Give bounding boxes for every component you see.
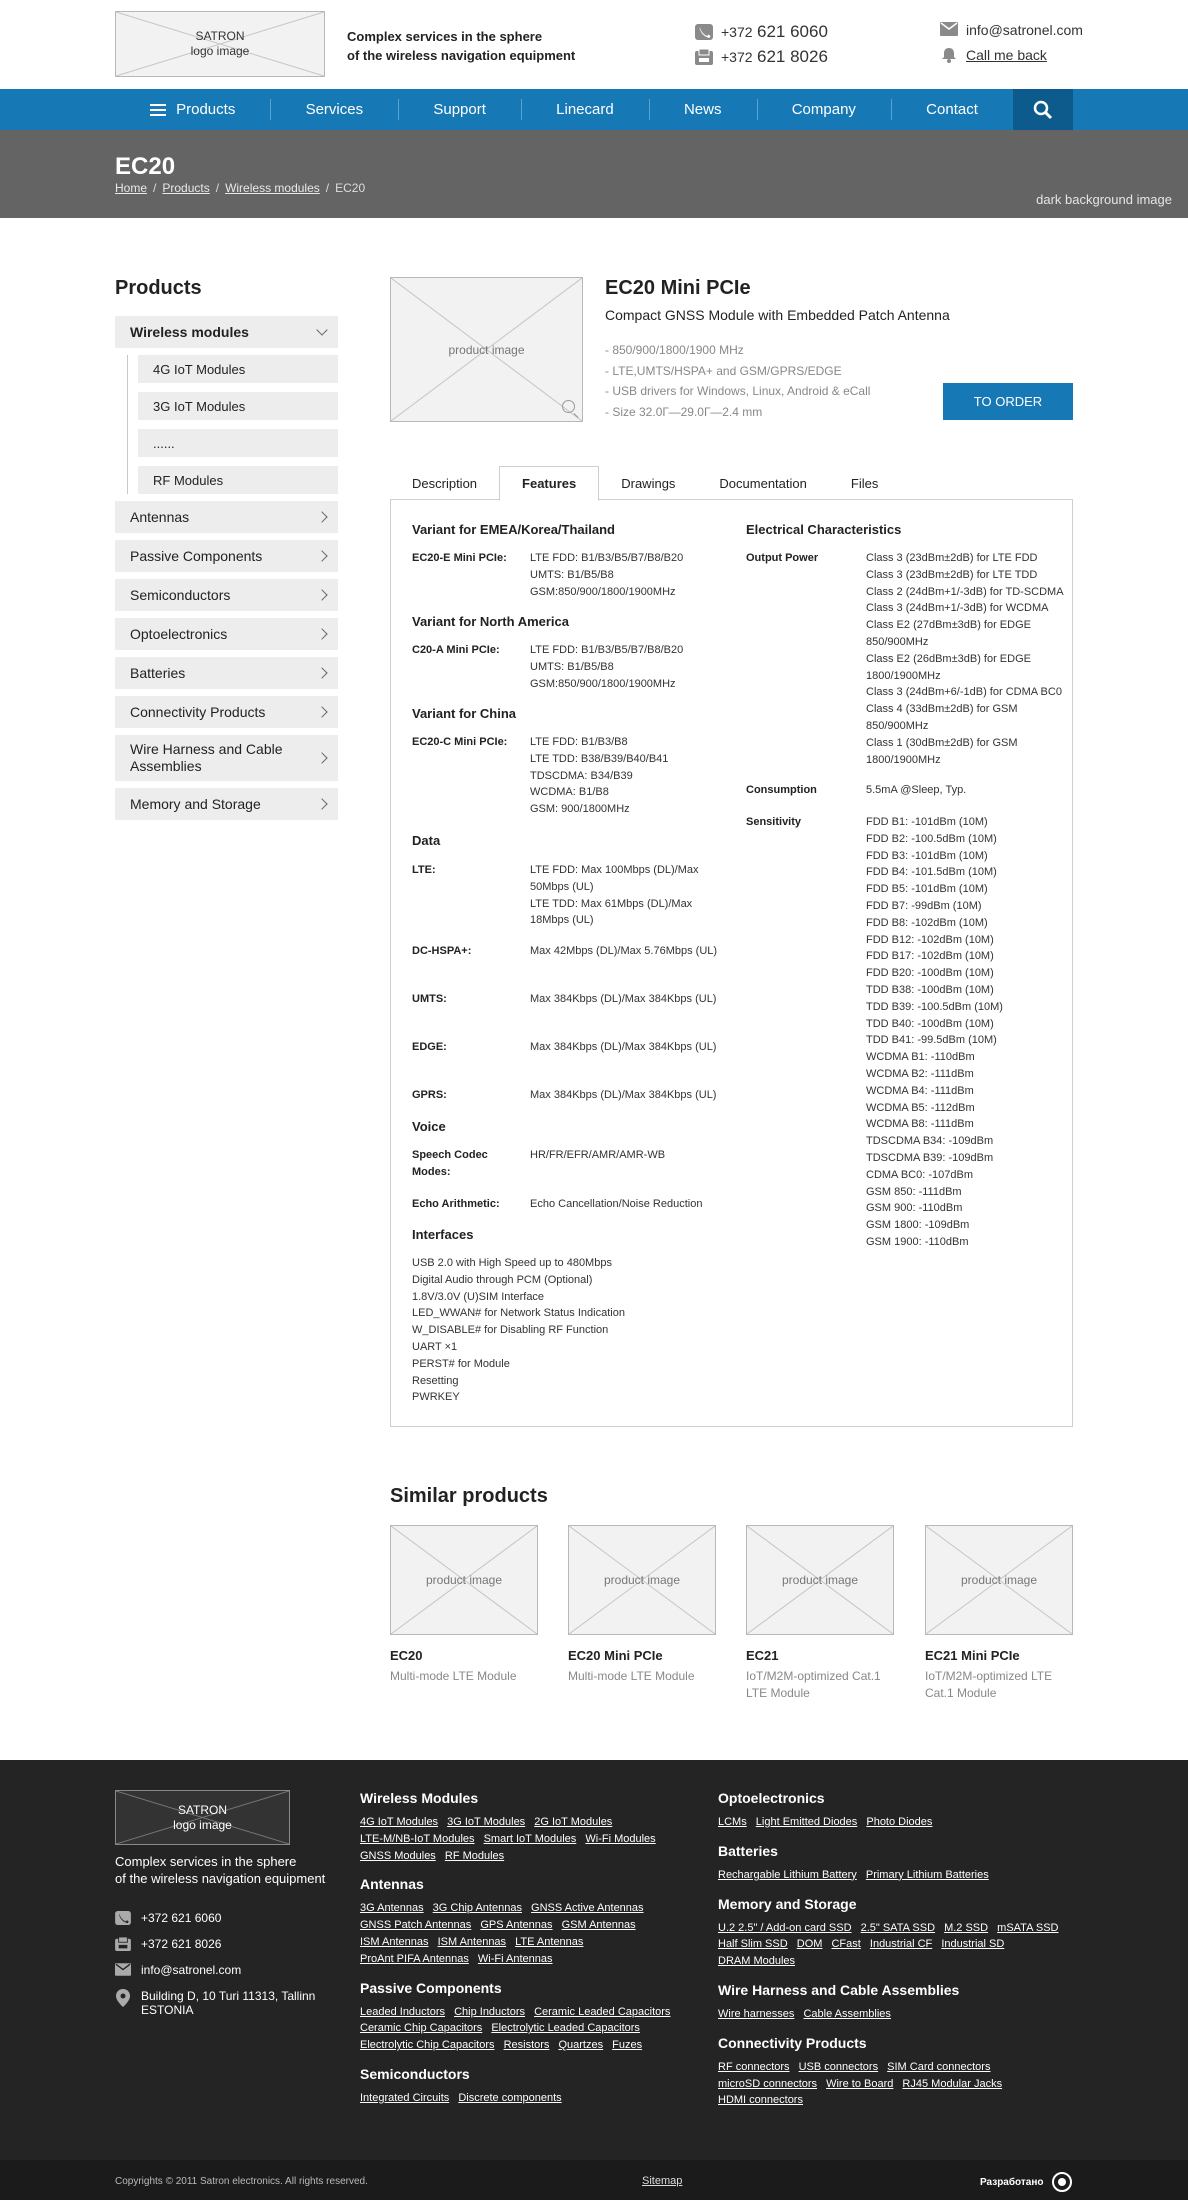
sidebar-item-label: Batteries [130, 665, 186, 681]
bottom-bar [0, 2160, 1188, 2200]
breadcrumb-home[interactable]: Home [115, 181, 148, 195]
footer-link[interactable]: Quartzes [558, 2039, 604, 2052]
similar-products-title: Similar products [390, 1485, 548, 1507]
sidebar-item-label: Optoelectronics [130, 626, 228, 642]
footer-section [718, 1790, 1078, 1831]
hamburger-icon [150, 104, 166, 116]
page-title: EC20 [115, 153, 176, 180]
footer-section-title[interactable]: Optoelectronics [718, 1790, 825, 1806]
footer-email[interactable] [115, 1963, 241, 1977]
callback-link[interactable] [940, 47, 1047, 63]
footer-link[interactable]: LTE-M/NB-IoT Modules [360, 1832, 475, 1845]
breadcrumb-wireless-modules[interactable]: Wireless modules [225, 181, 320, 195]
gprs-label: GPRS: [412, 1089, 447, 1101]
sidebar [115, 316, 338, 827]
dchspa-value: Max 42Mbps (DL)/Max 5.76Mbps (UL) [530, 945, 718, 957]
data-title: Data [412, 833, 441, 848]
footer-link[interactable]: Wire to Board [826, 2077, 894, 2090]
product-image[interactable] [390, 277, 583, 422]
chevron-right-icon [316, 589, 327, 600]
footer-link[interactable]: Half Slim SSD [718, 1938, 788, 1951]
nav-news-label: News [683, 101, 722, 118]
sidebar-subitem-4g[interactable]: 4G IoT Modules [138, 355, 338, 383]
nav-services[interactable] [270, 89, 398, 130]
footer-link[interactable]: Industrial SD [941, 1938, 1005, 1951]
sidebar-item-antennas[interactable] [115, 501, 338, 533]
footer-link[interactable]: CFast [831, 1938, 861, 1951]
footer-link[interactable]: Primary Lithium Batteries [865, 1868, 989, 1881]
sidebar-item-label: Passive Components [130, 548, 263, 564]
footer-link[interactable]: RJ45 Modular Jacks [902, 2077, 1003, 2090]
footer-section-links [718, 1814, 1078, 1831]
footer-link[interactable]: ProAnt PIFA Antennas [360, 1952, 469, 1965]
tab-documentation[interactable]: Documentation [719, 475, 807, 491]
chevron-right-icon [316, 628, 327, 639]
footer-section-title[interactable]: Connectivity Products [718, 2034, 867, 2051]
features-panel [390, 499, 1073, 1427]
sidebar-item-wireless-modules[interactable] [115, 316, 338, 348]
footer-link[interactable]: Wi-Fi Antennas [477, 1952, 553, 1965]
footer-link[interactable]: Photo Diodes [866, 1816, 933, 1828]
footer-link[interactable]: GNSS Active Antennas [531, 1902, 644, 1915]
chevron-down-icon [316, 324, 327, 335]
header-tagline: Complex services in the sphere of the wireless navigation equipment [347, 29, 576, 63]
similar-card-name[interactable]: EC21 Mini PCIe [925, 1648, 1020, 1663]
phone-icon [115, 1911, 131, 1925]
chevron-right-icon [316, 798, 327, 809]
nav-contact-label: Contact [926, 101, 978, 118]
sidebar-subitem-more[interactable]: ...... [138, 429, 338, 457]
nav-linecard[interactable] [521, 89, 649, 130]
footer-section-links [360, 1814, 690, 1864]
footer-link[interactable]: HDMI connectors [718, 2094, 803, 2107]
footer-link[interactable]: Light Emitted Diodes [755, 1816, 858, 1828]
email-link[interactable]: info@satronel.com [966, 22, 1083, 38]
variant-na-value: LTE FDD: B1/B3/B5/B7/B8/B20 UMTS: B1/B5/B8 GSM:850/900/1800/1900MHz [530, 644, 684, 690]
tab-files[interactable]: Files [850, 475, 879, 491]
similar-card-image-label: product image [960, 1573, 1038, 1587]
similar-card-image[interactable] [925, 1525, 1073, 1635]
product-bullet: - 850/900/1800/1900 MHz [605, 343, 744, 357]
variant-emea-label: EC20-E Mini PCIe: [412, 552, 507, 564]
bell-icon [940, 47, 958, 63]
footer-logo[interactable] [115, 1790, 290, 1845]
footer-link[interactable]: 3G Antennas [360, 1902, 424, 1915]
chevron-right-icon [316, 550, 327, 561]
footer-link[interactable]: 2G IoT Modules [534, 1816, 613, 1828]
footer-link[interactable]: mSATA SSD [997, 1921, 1059, 1934]
gprs-value: Max 384Kbps (DL)/Max 384Kbps (UL) [530, 1089, 717, 1101]
nav-products[interactable] [115, 89, 270, 130]
footer-address [115, 1989, 315, 2017]
footer-link[interactable]: Discrete components [458, 2091, 562, 2104]
footer-section-title[interactable]: Wireless Modules [360, 1790, 479, 1806]
footer-link[interactable]: GPS Antennas [480, 1919, 553, 1932]
electrical-title: Electrical Characteristics [746, 522, 902, 537]
dchspa-label: DC-HSPA+: [412, 945, 472, 957]
footer-section [718, 2035, 1078, 2109]
breadcrumb-current: EC20 [335, 181, 366, 195]
lte-label: LTE: [412, 864, 436, 876]
chevron-right-icon [316, 511, 327, 522]
page-header-band [0, 130, 1188, 218]
sensitivity-label: Sensitivity [746, 816, 802, 828]
product-image-label: product image [448, 342, 525, 357]
echo-label: Echo Arithmetic: [412, 1198, 500, 1210]
footer-section [360, 2066, 690, 2107]
footer-phone-1[interactable] [115, 1911, 221, 1925]
footer-section-title[interactable]: Batteries [718, 1842, 778, 1859]
phone-2-number: 621 8026 [757, 47, 828, 66]
nav-support-label: Support [433, 101, 486, 118]
footer-section-title[interactable]: Memory and Storage [718, 1895, 857, 1912]
header-phone-1[interactable] [695, 21, 828, 43]
developer-logo-icon [1052, 2172, 1072, 2192]
footer-link[interactable]: Chip Inductors [454, 2005, 526, 2018]
similar-card-name[interactable]: EC21 [746, 1648, 779, 1663]
similar-card-image[interactable] [746, 1525, 894, 1635]
phone-1-prefix: +372 [721, 24, 753, 40]
breadcrumb-products[interactable]: Products [162, 181, 210, 195]
similar-card[interactable] [390, 1525, 538, 1685]
consumption-value: 5.5mA @Sleep, Typ. [866, 784, 967, 796]
sidebar-item-label: Wire Harness and Cable Assemblies [130, 741, 283, 774]
footer-links-left [360, 1790, 690, 2119]
sidebar-item-optoelectronics[interactable] [115, 618, 338, 650]
chevron-right-icon [316, 706, 327, 717]
tab-description[interactable]: Description [412, 475, 478, 491]
footer-link[interactable]: USB connectors [798, 2060, 879, 2073]
header-email[interactable] [940, 22, 1083, 38]
product-bullet: - Size 32.0Г—29.0Г—2.4 mm [605, 404, 763, 419]
search-button[interactable] [1013, 89, 1073, 130]
footer-email-text: info@satronel.com [141, 1963, 242, 1977]
sidebar-title: Products [115, 277, 202, 299]
footer-link[interactable]: 3G Chip Antennas [432, 1902, 522, 1915]
similar-card-name[interactable]: EC20 Mini PCIe [568, 1648, 663, 1663]
footer-link[interactable]: GNSS Modules [360, 1849, 436, 1862]
phone-2-prefix: +372 [721, 49, 753, 65]
codec-value: HR/FR/EFR/AMR/AMR-WB [530, 1149, 666, 1161]
footer-section [718, 1843, 1078, 1884]
footer-phone-2[interactable] [115, 1937, 221, 1951]
footer-link[interactable]: Industrial CF [869, 1938, 933, 1951]
product-title: EC20 Mini PCIe [605, 277, 751, 299]
footer-link[interactable]: Ceramic Leaded Capacitors [534, 2005, 671, 2018]
footer-link[interactable]: Rechargable Lithium Battery [718, 1868, 857, 1881]
copyright: Copyrights © 2011 Satron electronics. All rights reserved. [115, 2176, 368, 2187]
footer-link[interactable]: Cable Assemblies [803, 2007, 891, 2020]
footer-link[interactable]: Electrolytic Chip Capacitors [360, 2039, 495, 2052]
nav-company-label: Company [791, 101, 856, 118]
sidebar-item-memory[interactable] [115, 788, 338, 820]
footer-section-links [718, 2059, 1078, 2109]
footer-section-links [360, 2004, 690, 2054]
footer-phone-1-text: +372 621 6060 [141, 1911, 222, 1925]
product-subtitle: Compact GNSS Module with Embedded Patch Antenna [605, 307, 950, 323]
footer-section [360, 1790, 690, 1864]
footer-link[interactable]: LCMs [718, 1816, 747, 1828]
footer-section [360, 1980, 690, 2054]
variant-china-title: Variant for China [412, 706, 517, 721]
similar-card-name[interactable]: EC20 [390, 1648, 423, 1663]
similar-card-image-label: product image [603, 1573, 681, 1587]
sidebar-subitem-3g[interactable]: 3G IoT Modules [138, 392, 338, 420]
footer-section-links [718, 2006, 1078, 2023]
sidebar-item-label: Wireless modules [130, 324, 249, 340]
interfaces-title: Interfaces [412, 1227, 474, 1242]
sidebar-item-batteries[interactable] [115, 657, 338, 689]
variant-na-label: C20-A Mini PCIe: [412, 644, 500, 656]
footer-section-title[interactable]: Semiconductors [360, 2065, 470, 2082]
lte-value: LTE FDD: Max 100Mbps (DL)/Max 50Mbps (UL) LTE TDD: Max 61Mbps (DL)/Max 18Mbps (UL) [530, 864, 699, 927]
footer-section-links [718, 1920, 1078, 1970]
interfaces-value: USB 2.0 with High Speed up to 480Mbps Digital Audio through PCM (Optional) 1.8V/3.0V (U)SIM Interface LED_WWAN# for Network Status Indication W_DISABLE# for Disabling RF Function UART ×1 PERST# for Module Resetting PWRKEY [412, 1257, 625, 1404]
footer-link[interactable]: Fuzes [612, 2039, 643, 2052]
similar-card-image[interactable] [390, 1525, 538, 1635]
sidebar-item-label: Memory and Storage [130, 796, 261, 812]
footer-link[interactable]: RF Modules [444, 1849, 505, 1862]
footer-section-title[interactable]: Passive Components [360, 1979, 502, 1996]
variant-emea-title: Variant for EMEA/Korea/Thailand [412, 522, 615, 537]
similar-card-desc: Multi-mode LTE Module [568, 1669, 695, 1683]
sidebar-item-semiconductors[interactable] [115, 579, 338, 611]
sitemap-link[interactable]: Sitemap [642, 2175, 683, 2187]
similar-card[interactable] [568, 1525, 716, 1685]
logo-text: SATRON logo image [190, 29, 250, 58]
footer-link[interactable]: SIM Card connectors [887, 2060, 991, 2073]
mail-icon [115, 1963, 131, 1976]
sidebar-item-connectivity[interactable] [115, 696, 338, 728]
similar-card-image[interactable] [568, 1525, 716, 1635]
edge-label: EDGE: [412, 1041, 447, 1053]
footer-link[interactable]: microSD connectors [718, 2077, 818, 2090]
nav-news[interactable] [649, 89, 757, 130]
phone-icon [695, 24, 713, 40]
product-bullet: - USB drivers for Windows, Linux, Android & eCall [605, 384, 871, 398]
umts-label: UMTS: [412, 993, 447, 1005]
sidebar-submenu [127, 355, 338, 494]
product-bullet: - LTE,UMTS/HSPA+ and GSM/GPRS/EDGE [605, 363, 842, 378]
footer-tagline: Complex services in the sphere of the wireless navigation equipment [115, 1854, 326, 1886]
similar-card[interactable] [925, 1525, 1073, 1702]
nav-support[interactable] [398, 89, 521, 130]
footer-link[interactable]: Wire harnesses [718, 2007, 795, 2020]
sidebar-item-label: Antennas [130, 509, 190, 525]
footer-links-right [718, 1790, 1078, 2121]
sensitivity-value: FDD B1: -101dBm (10M) FDD B2: -100.5dBm (10M) FDD B3: -101dBm (10M) FDD B4: -101.5dBm (10M) FDD B5: -101dBm (10M) FDD B7: -99dBm (10M) FDD B8: -102dBm (10M) FDD B12: -102dBm (10M) FDD B17: -102dBm (10M) FDD B20: -100dBm (10M) TDD B38: -100dBm (10M) TDD B39: -100.5dBm (10M) TDD B40: -100dBm (10M) TDD B41: -99.5dBm (10M) WCDMA B1: -110dBm WCDMA B2: -111dBm WCDMA B4: -111dBm WCDMA B5: -112dBm WCDMA B8: -111dBm TDSCDMA B34: -109dBm TDSCDMA B39: -109dBm CDMA BC0: -107dBm GSM 850: -111dBm GSM 900: -110dBm GSM 1800: -109dBm GSM 1900: -110dBm [866, 816, 1003, 1248]
footer-link[interactable]: DRAM Modules [718, 1955, 796, 1968]
product-bullets [605, 340, 870, 422]
sidebar-subitem-rf[interactable]: RF Modules [138, 466, 338, 494]
codec-label: Speech Codec Modes: [412, 1149, 488, 1178]
footer-link[interactable]: Smart IoT Modules [483, 1832, 577, 1845]
footer-section-links [360, 1900, 690, 1967]
footer-section-links [718, 1867, 1078, 1884]
similar-card-desc: IoT/M2M-optimized Cat.1 LTE Module [746, 1669, 881, 1700]
footer-link[interactable]: Resistors [503, 2039, 550, 2052]
footer-link[interactable]: Integrated Circuits [360, 2091, 450, 2104]
footer-link[interactable]: Wi-Fi Modules [585, 1832, 656, 1845]
footer-phone-2-text: +372 621 8026 [141, 1937, 222, 1951]
footer-link[interactable]: GSM Antennas [561, 1919, 636, 1932]
main-nav [0, 89, 1188, 130]
footer [0, 1760, 1188, 2160]
footer-link[interactable]: RF connectors [718, 2060, 790, 2073]
nav-linecard-label: Linecard [556, 101, 614, 118]
echo-value: Echo Cancellation/Noise Reduction [530, 1198, 703, 1210]
footer-section [718, 1896, 1078, 1970]
footer-logo-text: SATRON logo image [173, 1802, 232, 1832]
voice-title: Voice [412, 1119, 446, 1134]
footer-section-title[interactable]: Antennas [360, 1876, 424, 1893]
order-button[interactable]: TO ORDER [943, 383, 1073, 420]
sidebar-item-passive[interactable] [115, 540, 338, 572]
developer-badge[interactable] [980, 2172, 1072, 2192]
footer-link[interactable]: 2.5" SATA SSD [860, 1921, 936, 1934]
fax-icon [115, 1937, 131, 1951]
similar-card-desc: IoT/M2M-optimized LTE Cat.1 Module [925, 1669, 1053, 1700]
umts-value: Max 384Kbps (DL)/Max 384Kbps (UL) [530, 993, 717, 1005]
similar-card[interactable] [746, 1525, 894, 1702]
footer-link[interactable]: ISM Antennas [360, 1935, 429, 1948]
fax-icon [695, 49, 713, 65]
nav-products-label: Products [176, 101, 236, 118]
footer-link[interactable]: M.2 SSD [944, 1921, 989, 1934]
nav-contact[interactable] [891, 89, 1013, 130]
footer-section [360, 1876, 690, 1967]
background-image-label: dark background image [1036, 192, 1172, 207]
sidebar-item-label: Connectivity Products [130, 704, 266, 720]
output-power-value: Class 3 (23dBm±2dB) for LTE FDD Class 3 (23dBm±2dB) for LTE TDD Class 2 (24dBm+1/-3dB) for TD-SCDMA Class 3 (24dBm+1/-3dB) for WCDMA Class E2 (27dBm±3dB) for EDGE 850/900MHz Class E2 (26dBm±3dB) for EDGE 1800/1900MHz Class 3 (24dBm+6/-1dB) for CDMA BC0 Class 4 (33dBm±2dB) for GSM 850/900MHz Class 1 (30dBm±2dB) for GSM 1800/1900MHz [866, 552, 1064, 766]
footer-section-title[interactable]: Wire Harness and Cable Assemblies [718, 1981, 960, 1998]
search-icon [1033, 100, 1053, 120]
location-pin-icon [115, 1989, 131, 2007]
footer-link[interactable]: Electrolytic Leaded Capacitors [491, 2022, 640, 2035]
phone-1-number: 621 6060 [757, 22, 828, 41]
breadcrumb: Home / Products / Wireless modules / EC20 [115, 181, 366, 195]
footer-link[interactable]: GNSS Patch Antennas [360, 1919, 472, 1932]
footer-link[interactable]: 4G IoT Modules [360, 1816, 439, 1828]
nav-services-label: Services [305, 101, 364, 118]
edge-value: Max 384Kbps (DL)/Max 384Kbps (UL) [530, 1041, 717, 1053]
similar-card-desc: Multi-mode LTE Module [390, 1669, 517, 1683]
tab-features[interactable]: Features [499, 466, 599, 501]
zoom-icon[interactable] [562, 400, 575, 413]
logo[interactable] [115, 11, 325, 77]
footer-link[interactable]: Leaded Inductors [360, 2005, 446, 2018]
footer-link[interactable]: Ceramic Chip Capacitors [360, 2022, 483, 2035]
footer-link[interactable]: DOM [796, 1938, 823, 1951]
footer-section [718, 1982, 1078, 2023]
variant-china-value: LTE FDD: B1/B3/B8 LTE TDD: B38/B39/B40/B41 TDSCDMA: B34/B39 WCDMA: B1/B8 GSM: 900/1800MHz [530, 736, 669, 816]
sidebar-item-wire-harness[interactable] [115, 735, 338, 781]
output-power-label: Output Power [746, 552, 819, 564]
product-tabs [390, 466, 900, 500]
developer-text: Разработано [980, 2176, 1044, 2188]
footer-link[interactable]: ISM Antennas [437, 1935, 507, 1948]
nav-company[interactable] [757, 89, 891, 130]
variant-na-title: Variant for North America [412, 614, 570, 629]
footer-section-links [360, 2090, 690, 2107]
sidebar-item-label: Semiconductors [130, 587, 231, 603]
footer-link[interactable]: LTE Antennas [515, 1935, 584, 1948]
chevron-right-icon [316, 752, 327, 763]
footer-address-text: Building D, 10 Turi 11313, Tallinn ESTONIA [141, 1989, 316, 2017]
consumption-label: Consumption [746, 784, 817, 796]
tab-drawings[interactable]: Drawings [621, 475, 676, 491]
similar-card-image-label: product image [781, 1573, 859, 1587]
similar-card-image-label: product image [425, 1573, 503, 1587]
variant-china-label: EC20-C Mini PCIe: [412, 736, 508, 748]
variant-emea-value: LTE FDD: B1/B3/B5/B7/B8/B20 UMTS: B1/B5/B8 GSM:850/900/1800/1900MHz [530, 552, 684, 598]
header-phone-2[interactable] [695, 46, 828, 68]
footer-link[interactable]: 3G IoT Modules [447, 1816, 526, 1828]
mail-icon [940, 22, 958, 38]
chevron-right-icon [316, 667, 327, 678]
callback-text[interactable]: Call me back [966, 47, 1047, 63]
footer-link[interactable]: U.2 2.5" / Add-on card SSD [718, 1921, 852, 1934]
